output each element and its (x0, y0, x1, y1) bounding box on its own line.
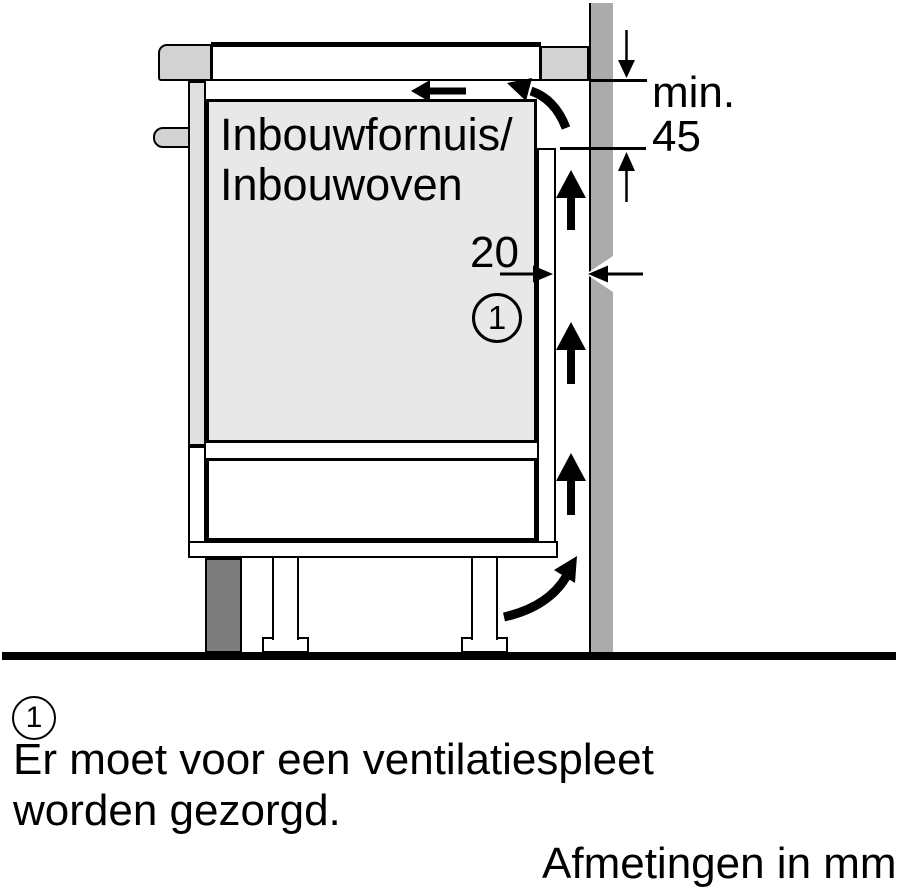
dim-45-down-arrowhead-icon (618, 60, 635, 78)
callout-1-digit: 1 (487, 299, 507, 336)
callout-1-marker (472, 293, 522, 343)
cabinet-side-panel-upper (188, 81, 206, 446)
cooktop-left-trim (158, 44, 212, 81)
cabinet-leg-right (471, 558, 498, 640)
dim-min-label: min. (652, 68, 736, 117)
airflow-up-arrow-icon (556, 453, 586, 515)
cabinet-label-line1: Inbouwfornuis/ (220, 109, 513, 160)
cabinet-bottom-frame (188, 541, 558, 558)
legend-note-line2: worden gezorgd. (13, 786, 341, 835)
dim-20-value: 20 (470, 228, 519, 277)
airflow-curve-bottom-head-icon (554, 556, 577, 583)
dim-45-value: 45 (652, 112, 701, 161)
cooktop (211, 42, 541, 81)
units-note: Afmetingen in mm (542, 839, 897, 888)
legend-1-digit: 1 (25, 701, 43, 734)
legend-note-line1: Er moet voor een ventilatiespleet (13, 735, 654, 784)
floor-line (2, 652, 896, 660)
cooktop-right-trim (540, 46, 589, 81)
cabinet-handle (153, 127, 190, 148)
plinth-block (205, 558, 242, 653)
wall (589, 3, 613, 652)
cabinet-label-line2: Inbouwoven (220, 159, 463, 210)
airflow-curve-bottom-icon (504, 577, 566, 617)
cabinet-leg-left (272, 558, 299, 640)
airflow-up-arrow-icon (556, 170, 586, 230)
cabinet-back-panel (537, 148, 556, 558)
legend-note (13, 734, 654, 836)
airflow-up-arrow-icon (556, 322, 586, 384)
airflow-curve-top-head-icon (507, 78, 532, 101)
dim-45-up-arrowhead-icon (618, 152, 635, 171)
drawer-compartment (206, 458, 537, 541)
